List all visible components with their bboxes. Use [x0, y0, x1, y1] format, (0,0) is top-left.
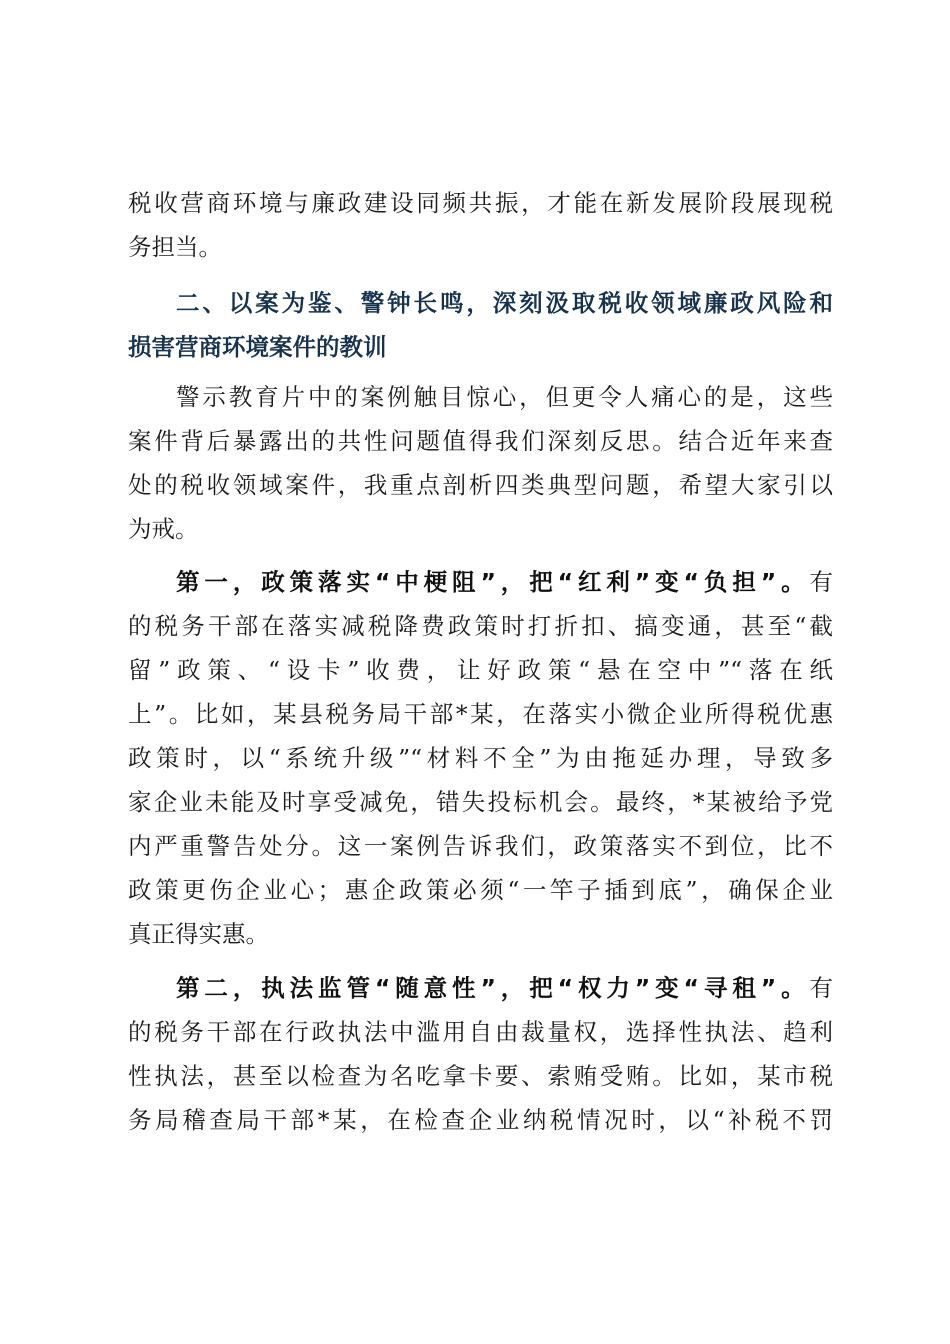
- first-issue-line-6: 家企业未能及时享受减免，错失投标机会。最终，*某被给予党: [128, 788, 833, 816]
- second-issue-line-1: [176, 966, 833, 1010]
- first-issue-bold-lead: 第一，政策落实“中梗阻”，把“红利”变“负担”。: [176, 568, 810, 596]
- first-issue-line-7: 内严重警告处分。这一案例告诉我们，政策落实不到位，比不: [128, 832, 833, 860]
- second-issue-line-3: 性执法，甚至以检查为名吃拿卡要、索贿受贿。比如，某市税: [128, 1062, 833, 1090]
- first-issue-line-9: 真正得实惠。: [128, 920, 269, 948]
- section-heading-line-1: 二、以案为鉴、警钟长鸣，深刻汲取税收领域廉政风险和: [176, 289, 833, 317]
- intro-line-1: 税收营商环境与廉政建设同频共振，才能在新发展阶段展现税: [128, 189, 833, 217]
- second-issue-line-2: 的税务干部在行政执法中滥用自由裁量权，选择性执法、趋利: [128, 1018, 833, 1046]
- first-issue-line-8: 政策更伤企业心；惠企政策必须“一竿子插到底”，确保企业: [128, 876, 833, 904]
- first-issue-line-5: 政策时，以“系统升级”“材料不全”为由拖延办理，导致多: [128, 744, 833, 772]
- first-issue-line-1-rest: 有: [809, 568, 833, 596]
- section-heading-line-2: 损害营商环境案件的教训: [128, 333, 387, 361]
- first-issue-line-4: 上”。比如，某县税务局干部*某，在落实小微企业所得税优惠: [128, 700, 833, 728]
- para1-line-4: 为戒。: [128, 515, 199, 543]
- intro-line-2: 务担当。: [128, 233, 222, 261]
- first-issue-line-2: 的税务干部在落实减税降费政策时打折扣、搞变通，甚至“截: [128, 612, 833, 640]
- para1-line-2: 案件背后暴露出的共性问题值得我们深刻反思。结合近年来查: [128, 427, 833, 455]
- para1-line-3: 处的税收领域案件，我重点剖析四类典型问题，希望大家引以: [128, 471, 833, 499]
- second-issue-bold-lead: 第二，执法监管“随意性”，把“权力”变“寻租”。: [176, 974, 810, 1002]
- para1-line-1: 警示教育片中的案例触目惊心，但更令人痛心的是，这些: [176, 383, 833, 411]
- first-issue-line-3: 留”政策、“设卡”收费，让好政策“悬在空中”“落在纸: [128, 656, 833, 684]
- first-issue-line-1: [176, 560, 833, 604]
- second-issue-line-1-rest: 有: [809, 974, 833, 1002]
- second-issue-line-4: 务局稽查局干部*某，在检查企业纳税情况时，以“补税不罚: [128, 1106, 833, 1134]
